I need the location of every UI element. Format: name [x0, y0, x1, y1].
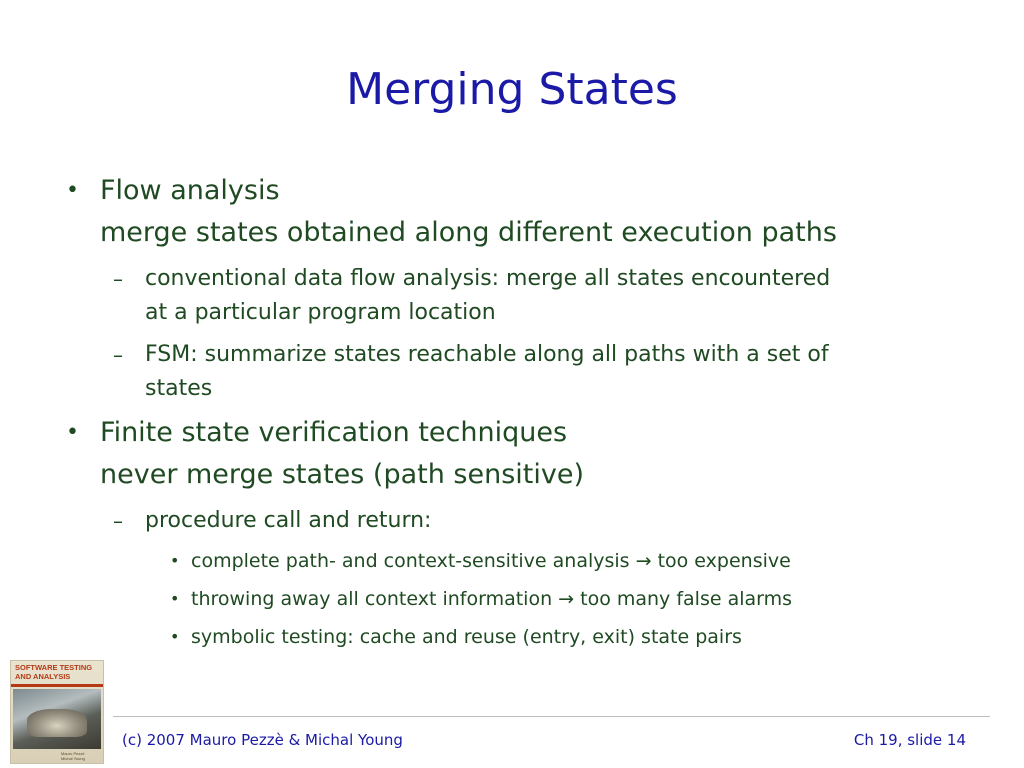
sub-bullet-fsm	[113, 338, 966, 406]
slide-title: Merging States	[346, 64, 678, 115]
book-cover-title	[15, 663, 103, 681]
bullet-finite-state	[66, 412, 966, 496]
book-cover-authors	[61, 751, 104, 761]
footer-slide-number: Ch 19, slide 14	[853, 731, 966, 749]
sub-sub-bullet-text: complete path- and context-sensitive analysis → too expensive	[191, 550, 791, 572]
dash-glyph: –	[113, 267, 123, 291]
bullet-heading: Flow analysis	[100, 175, 280, 206]
bullet-subheading: merge states obtained along different execution paths	[100, 217, 837, 248]
bullet-glyph: •	[66, 178, 79, 203]
footer-copyright: (c) 2007 Mauro Pezzè & Michal Young	[122, 731, 403, 749]
dash-glyph: –	[113, 509, 123, 533]
bullet-glyph: •	[66, 420, 79, 445]
small-bullet-glyph: •	[170, 589, 180, 608]
sub-bullet-conventional	[113, 262, 966, 330]
book-cover-image	[10, 660, 104, 764]
slide-body	[66, 170, 966, 652]
book-cover-photo	[13, 689, 101, 749]
sub-bullet-line: procedure call and return:	[145, 508, 432, 533]
bullet-flow-analysis	[66, 170, 966, 254]
small-bullet-glyph: •	[170, 627, 180, 646]
crashed-car-image	[27, 709, 87, 737]
sub-bullet-line: states	[145, 376, 213, 401]
small-bullet-glyph: •	[170, 551, 180, 570]
sub-bullet-procedure-call	[113, 504, 966, 538]
book-author: Michal Young	[61, 756, 85, 761]
sub-sub-bullet-throwing-away	[170, 584, 966, 614]
book-cover-band	[11, 684, 103, 687]
bullet-subheading: never merge states (path sensitive)	[100, 459, 584, 490]
sub-sub-bullet-text: throwing away all context information → too many false alarms	[191, 588, 793, 610]
sub-sub-bullet-complete-path	[170, 546, 966, 576]
book-title-line: SOFTWARE TESTING	[15, 663, 93, 672]
footer-divider	[113, 716, 990, 717]
book-author: Mauro Pezzè	[61, 751, 85, 756]
sub-bullet-line: at a particular program location	[145, 300, 496, 325]
bullet-heading: Finite state verification techniques	[100, 417, 568, 448]
sub-sub-bullet-symbolic-testing	[170, 622, 966, 652]
sub-bullet-line: conventional data flow analysis: merge all states encountered	[145, 266, 831, 291]
dash-glyph: –	[113, 343, 123, 367]
sub-bullet-line: FSM: summarize states reachable along all paths with a set of	[145, 342, 829, 367]
sub-sub-bullet-text: symbolic testing: cache and reuse (entry, exit) state pairs	[191, 626, 742, 648]
book-title-line: AND ANALYSIS	[15, 672, 71, 681]
